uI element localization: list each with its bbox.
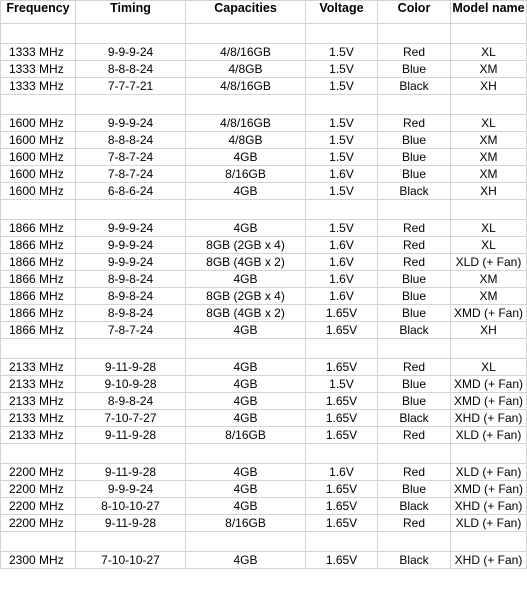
cell-color[interactable]: Blue: [378, 61, 451, 78]
empty-cell[interactable]: [306, 24, 378, 44]
cell-color[interactable]: Blue: [378, 376, 451, 393]
cell-capacities[interactable]: 4GB: [186, 552, 306, 569]
header-frequency[interactable]: Frequency: [1, 1, 76, 24]
cell-model-name[interactable]: XL: [451, 359, 527, 376]
cell-color[interactable]: Red: [378, 515, 451, 532]
empty-cell[interactable]: [451, 95, 527, 115]
table-row: [1, 166, 527, 183]
cell-color[interactable]: Red: [378, 44, 451, 61]
cell-color[interactable]: Blue: [378, 132, 451, 149]
cell-frequency[interactable]: 1866 MHz: [1, 220, 76, 237]
table-row: [1, 410, 527, 427]
cell-capacities[interactable]: 4/8/16GB: [186, 115, 306, 132]
cell-frequency[interactable]: 2200 MHz: [1, 498, 76, 515]
cell-timing[interactable]: 7-8-7-24: [76, 322, 186, 339]
table-body: [1, 24, 527, 569]
cell-frequency[interactable]: 1600 MHz: [1, 132, 76, 149]
cell-voltage[interactable]: 1.6V: [306, 288, 378, 305]
cell-capacities[interactable]: 4/8/16GB: [186, 44, 306, 61]
cell-frequency[interactable]: 2133 MHz: [1, 359, 76, 376]
cell-capacities[interactable]: 4GB: [186, 149, 306, 166]
cell-capacities[interactable]: 8/16GB: [186, 515, 306, 532]
cell-model-name[interactable]: XL: [451, 44, 527, 61]
empty-cell[interactable]: [451, 532, 527, 552]
table-row: [1, 322, 527, 339]
cell-timing[interactable]: 9-9-9-24: [76, 254, 186, 271]
cell-capacities[interactable]: 4/8GB: [186, 61, 306, 78]
cell-frequency[interactable]: 2133 MHz: [1, 427, 76, 444]
header-row: [1, 1, 527, 24]
cell-timing[interactable]: 8-8-8-24: [76, 61, 186, 78]
empty-cell[interactable]: [186, 24, 306, 44]
empty-cell[interactable]: [378, 200, 451, 220]
cell-timing[interactable]: 9-9-9-24: [76, 44, 186, 61]
table-row: [1, 220, 527, 237]
table-row: [1, 552, 527, 569]
cell-model-name[interactable]: XHD (+ Fan): [451, 410, 527, 427]
cell-voltage[interactable]: 1.65V: [306, 359, 378, 376]
empty-cell[interactable]: [378, 24, 451, 44]
cell-color[interactable]: Black: [378, 183, 451, 200]
cell-model-name[interactable]: XM: [451, 166, 527, 183]
cell-voltage[interactable]: 1.65V: [306, 305, 378, 322]
cell-timing[interactable]: 9-9-9-24: [76, 115, 186, 132]
table-row: [1, 288, 527, 305]
cell-color[interactable]: Red: [378, 115, 451, 132]
cell-capacities[interactable]: 8GB (4GB x 2): [186, 254, 306, 271]
cell-timing[interactable]: 9-11-9-28: [76, 427, 186, 444]
cell-timing[interactable]: 7-10-7-27: [76, 410, 186, 427]
cell-color[interactable]: Blue: [378, 271, 451, 288]
cell-color[interactable]: Red: [378, 237, 451, 254]
table-row: [1, 254, 527, 271]
empty-cell[interactable]: [378, 444, 451, 464]
table-row: [1, 464, 527, 481]
cell-model-name[interactable]: XL: [451, 115, 527, 132]
cell-frequency[interactable]: 1866 MHz: [1, 322, 76, 339]
cell-model-name[interactable]: XLD (+ Fan): [451, 254, 527, 271]
empty-cell[interactable]: [1, 95, 76, 115]
table-row: [1, 376, 527, 393]
cell-frequency[interactable]: 2133 MHz: [1, 410, 76, 427]
empty-cell[interactable]: [378, 339, 451, 359]
cell-color[interactable]: Blue: [378, 288, 451, 305]
table-row: [1, 132, 527, 149]
empty-cell[interactable]: [76, 444, 186, 464]
spacer-row: [1, 532, 527, 552]
cell-frequency[interactable]: 1866 MHz: [1, 254, 76, 271]
cell-color[interactable]: Red: [378, 359, 451, 376]
empty-cell[interactable]: [186, 444, 306, 464]
empty-cell[interactable]: [306, 339, 378, 359]
cell-color[interactable]: Blue: [378, 166, 451, 183]
cell-frequency[interactable]: 2200 MHz: [1, 481, 76, 498]
table-row: [1, 305, 527, 322]
cell-capacities[interactable]: 4GB: [186, 464, 306, 481]
header-capacities[interactable]: Capacities: [186, 1, 306, 24]
cell-voltage[interactable]: 1.65V: [306, 410, 378, 427]
cell-frequency[interactable]: 1600 MHz: [1, 115, 76, 132]
cell-model-name[interactable]: XM: [451, 132, 527, 149]
cell-timing[interactable]: 9-10-9-28: [76, 376, 186, 393]
empty-cell[interactable]: [451, 200, 527, 220]
empty-cell[interactable]: [76, 200, 186, 220]
cell-color[interactable]: Blue: [378, 481, 451, 498]
table-row: [1, 271, 527, 288]
cell-color[interactable]: Red: [378, 254, 451, 271]
cell-voltage[interactable]: 1.5V: [306, 220, 378, 237]
cell-model-name[interactable]: XL: [451, 220, 527, 237]
cell-color[interactable]: Red: [378, 427, 451, 444]
cell-timing[interactable]: 8-9-8-24: [76, 393, 186, 410]
empty-cell[interactable]: [306, 444, 378, 464]
cell-frequency[interactable]: 1866 MHz: [1, 237, 76, 254]
table-row: [1, 78, 527, 95]
cell-model-name[interactable]: XLD (+ Fan): [451, 427, 527, 444]
cell-timing[interactable]: 7-10-10-27: [76, 552, 186, 569]
empty-cell[interactable]: [451, 339, 527, 359]
cell-capacities[interactable]: 4GB: [186, 410, 306, 427]
cell-model-name[interactable]: XMD (+ Fan): [451, 305, 527, 322]
empty-cell[interactable]: [76, 532, 186, 552]
cell-timing[interactable]: 9-11-9-28: [76, 464, 186, 481]
cell-model-name[interactable]: XMD (+ Fan): [451, 393, 527, 410]
cell-voltage[interactable]: 1.6V: [306, 464, 378, 481]
empty-cell[interactable]: [186, 339, 306, 359]
empty-cell[interactable]: [306, 200, 378, 220]
cell-capacities[interactable]: 4GB: [186, 220, 306, 237]
cell-timing[interactable]: 7-7-7-21: [76, 78, 186, 95]
empty-cell[interactable]: [1, 24, 76, 44]
cell-frequency[interactable]: 1600 MHz: [1, 183, 76, 200]
cell-color[interactable]: Black: [378, 552, 451, 569]
cell-frequency[interactable]: 2133 MHz: [1, 393, 76, 410]
cell-capacities[interactable]: 4/8/16GB: [186, 78, 306, 95]
cell-color[interactable]: Blue: [378, 305, 451, 322]
cell-model-name[interactable]: XMD (+ Fan): [451, 376, 527, 393]
cell-timing[interactable]: 9-11-9-28: [76, 359, 186, 376]
cell-timing[interactable]: 8-9-8-24: [76, 271, 186, 288]
cell-capacities[interactable]: 8/16GB: [186, 427, 306, 444]
cell-frequency[interactable]: 1600 MHz: [1, 149, 76, 166]
cell-voltage[interactable]: 1.5V: [306, 115, 378, 132]
table-row: [1, 515, 527, 532]
cell-voltage[interactable]: 1.5V: [306, 78, 378, 95]
cell-frequency[interactable]: 1600 MHz: [1, 166, 76, 183]
table-row: [1, 393, 527, 410]
cell-model-name[interactable]: XMD (+ Fan): [451, 481, 527, 498]
cell-model-name[interactable]: XM: [451, 288, 527, 305]
cell-voltage[interactable]: 1.6V: [306, 254, 378, 271]
cell-frequency[interactable]: 1333 MHz: [1, 44, 76, 61]
cell-capacities[interactable]: 4GB: [186, 183, 306, 200]
empty-cell[interactable]: [76, 339, 186, 359]
cell-capacities[interactable]: 4GB: [186, 322, 306, 339]
cell-frequency[interactable]: 2300 MHz: [1, 552, 76, 569]
cell-frequency[interactable]: 1866 MHz: [1, 305, 76, 322]
cell-model-name[interactable]: XLD (+ Fan): [451, 464, 527, 481]
cell-timing[interactable]: 8-9-8-24: [76, 288, 186, 305]
empty-cell[interactable]: [186, 532, 306, 552]
cell-model-name[interactable]: XM: [451, 149, 527, 166]
cell-voltage[interactable]: 1.5V: [306, 376, 378, 393]
cell-timing[interactable]: 9-9-9-24: [76, 481, 186, 498]
empty-cell[interactable]: [451, 24, 527, 44]
table-row: [1, 149, 527, 166]
cell-capacities[interactable]: 4GB: [186, 481, 306, 498]
table-row: [1, 498, 527, 515]
empty-cell[interactable]: [76, 95, 186, 115]
empty-cell[interactable]: [378, 95, 451, 115]
cell-timing[interactable]: 9-11-9-28: [76, 515, 186, 532]
cell-color[interactable]: Red: [378, 220, 451, 237]
cell-voltage[interactable]: 1.65V: [306, 498, 378, 515]
header-model-name[interactable]: Model name: [451, 1, 527, 24]
empty-cell[interactable]: [1, 339, 76, 359]
empty-cell[interactable]: [1, 444, 76, 464]
table-row: [1, 61, 527, 78]
spacer-row: [1, 95, 527, 115]
cell-color[interactable]: Black: [378, 498, 451, 515]
cell-capacities[interactable]: 8GB (2GB x 4): [186, 288, 306, 305]
spacer-row: [1, 24, 527, 44]
cell-capacities[interactable]: 4GB: [186, 393, 306, 410]
table-row: [1, 427, 527, 444]
cell-capacities[interactable]: 4GB: [186, 271, 306, 288]
table-row: [1, 183, 527, 200]
empty-cell[interactable]: [378, 532, 451, 552]
cell-color[interactable]: Blue: [378, 149, 451, 166]
cell-color[interactable]: Black: [378, 410, 451, 427]
cell-voltage[interactable]: 1.5V: [306, 183, 378, 200]
cell-voltage[interactable]: 1.6V: [306, 271, 378, 288]
cell-model-name[interactable]: XH: [451, 322, 527, 339]
cell-voltage[interactable]: 1.5V: [306, 149, 378, 166]
cell-timing[interactable]: 9-9-9-24: [76, 220, 186, 237]
empty-cell[interactable]: [306, 95, 378, 115]
empty-cell[interactable]: [76, 24, 186, 44]
spacer-row: [1, 339, 527, 359]
cell-frequency[interactable]: 2200 MHz: [1, 464, 76, 481]
cell-voltage[interactable]: 1.5V: [306, 44, 378, 61]
cell-frequency[interactable]: 2200 MHz: [1, 515, 76, 532]
cell-frequency[interactable]: 1866 MHz: [1, 271, 76, 288]
cell-timing[interactable]: 8-8-8-24: [76, 132, 186, 149]
cell-capacities[interactable]: 4GB: [186, 498, 306, 515]
cell-model-name[interactable]: XM: [451, 271, 527, 288]
cell-capacities[interactable]: 8GB (2GB x 4): [186, 237, 306, 254]
cell-timing[interactable]: 8-9-8-24: [76, 305, 186, 322]
cell-model-name[interactable]: XH: [451, 78, 527, 95]
cell-voltage[interactable]: 1.65V: [306, 552, 378, 569]
cell-voltage[interactable]: 1.65V: [306, 427, 378, 444]
cell-voltage[interactable]: 1.6V: [306, 166, 378, 183]
empty-cell[interactable]: [186, 95, 306, 115]
cell-model-name[interactable]: XHD (+ Fan): [451, 552, 527, 569]
cell-color[interactable]: Black: [378, 322, 451, 339]
cell-timing[interactable]: 9-9-9-24: [76, 237, 186, 254]
cell-frequency[interactable]: 1866 MHz: [1, 288, 76, 305]
cell-capacities[interactable]: 8/16GB: [186, 166, 306, 183]
cell-capacities[interactable]: 4GB: [186, 376, 306, 393]
empty-cell[interactable]: [186, 200, 306, 220]
table-row: [1, 481, 527, 498]
cell-frequency[interactable]: 2133 MHz: [1, 376, 76, 393]
cell-voltage[interactable]: 1.65V: [306, 393, 378, 410]
cell-timing[interactable]: 7-8-7-24: [76, 149, 186, 166]
table-row: [1, 237, 527, 254]
header-color[interactable]: Color: [378, 1, 451, 24]
cell-capacities[interactable]: 8GB (4GB x 2): [186, 305, 306, 322]
table-row: [1, 359, 527, 376]
empty-cell[interactable]: [1, 200, 76, 220]
cell-voltage[interactable]: 1.65V: [306, 322, 378, 339]
cell-color[interactable]: Blue: [378, 393, 451, 410]
cell-model-name[interactable]: XL: [451, 237, 527, 254]
cell-model-name[interactable]: XLD (+ Fan): [451, 515, 527, 532]
cell-model-name[interactable]: XHD (+ Fan): [451, 498, 527, 515]
cell-frequency[interactable]: 1333 MHz: [1, 61, 76, 78]
header-voltage[interactable]: Voltage: [306, 1, 378, 24]
cell-timing[interactable]: 6-8-6-24: [76, 183, 186, 200]
cell-capacities[interactable]: 4/8GB: [186, 132, 306, 149]
cell-color[interactable]: Black: [378, 78, 451, 95]
cell-timing[interactable]: 7-8-7-24: [76, 166, 186, 183]
table-row: [1, 44, 527, 61]
header-timing[interactable]: Timing: [76, 1, 186, 24]
cell-timing[interactable]: 8-10-10-27: [76, 498, 186, 515]
cell-frequency[interactable]: 1333 MHz: [1, 78, 76, 95]
empty-cell[interactable]: [1, 532, 76, 552]
cell-color[interactable]: Red: [378, 464, 451, 481]
empty-cell[interactable]: [451, 444, 527, 464]
cell-voltage[interactable]: 1.65V: [306, 515, 378, 532]
cell-voltage[interactable]: 1.65V: [306, 481, 378, 498]
cell-model-name[interactable]: XH: [451, 183, 527, 200]
cell-model-name[interactable]: XM: [451, 61, 527, 78]
spacer-row: [1, 200, 527, 220]
cell-capacities[interactable]: 4GB: [186, 359, 306, 376]
cell-voltage[interactable]: 1.5V: [306, 132, 378, 149]
spacer-row: [1, 444, 527, 464]
cell-voltage[interactable]: 1.5V: [306, 61, 378, 78]
empty-cell[interactable]: [306, 532, 378, 552]
cell-voltage[interactable]: 1.6V: [306, 237, 378, 254]
table-row: [1, 115, 527, 132]
